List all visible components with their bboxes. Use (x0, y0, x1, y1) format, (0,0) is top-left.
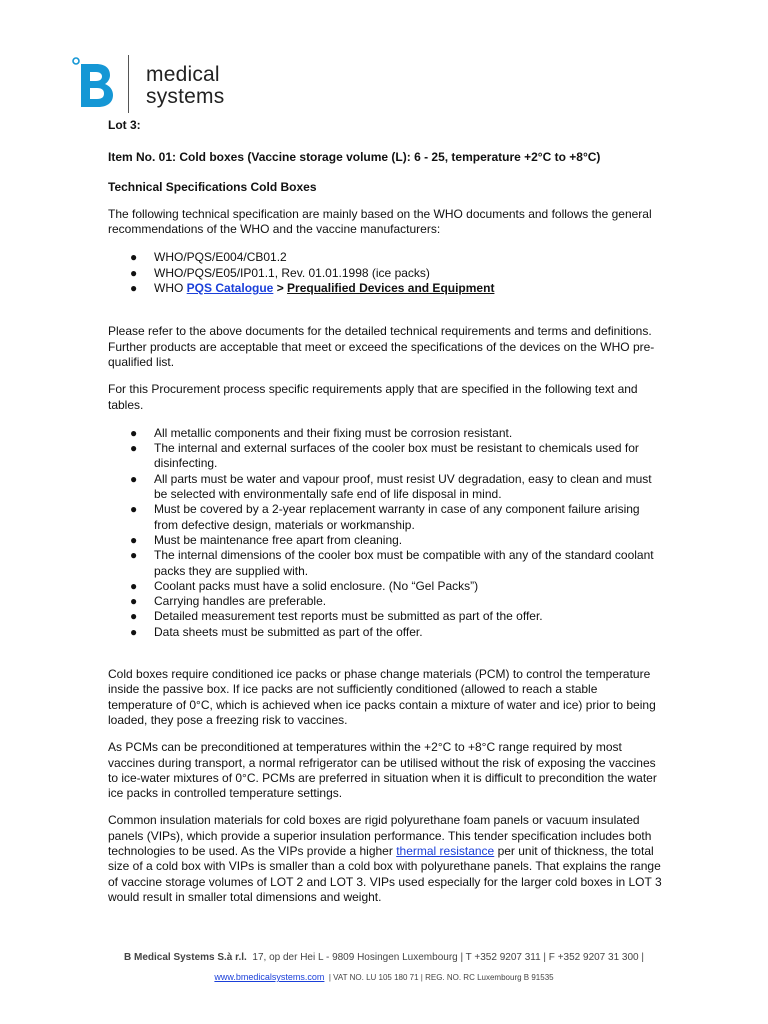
pcm-paragraph: As PCMs can be preconditioned at temperatures within the +2°C to +8°C range required by most vaccines during transport, a normal refrigerator can be utilised without the risk of exposing the vaccines to ice-water mixtures of 0°C. PCMs are preferred in situation when it is difficult to precondition the water ice packs in controlled temperature settings. (108, 740, 657, 801)
footer-company: B Medical Systems S.à r.l. (123, 952, 247, 963)
bullet-icon: ● (130, 281, 138, 296)
footer-address (0, 952, 768, 963)
logo-name-line2: systems (146, 85, 225, 108)
footer-vat: | VAT NO. LU 105 180 71 | REG. NO. RC Luxembourg B 91535 (328, 973, 554, 982)
intro-paragraph: The following technical specification are mainly based on the WHO documents and follows the general recommendations of the WHO and the vaccine manufacturers: (108, 206, 652, 237)
requirement-item (108, 579, 663, 594)
requirement-item (108, 548, 663, 579)
bullet-icon: ● (130, 441, 138, 456)
requirement-item (108, 594, 663, 609)
reference-text: WHO (154, 281, 187, 296)
cold-box-paragraph: Cold boxes require conditioned ice packs or phase change materials (PCM) to control the temperature inside the passive box. If ice packs are not sufficiently conditioned (allowed to reach a stable temperature of 0°C, which is achieved when ice packs contain a mixture of water and ice) prior to being loaded, they pose a freezing risk to vaccines. (108, 667, 656, 727)
bullet-icon: ● (130, 594, 138, 609)
insulation-text: Common insulation materials for cold boxes are rigid polyurethane foam panels or vacuum insulated panels (VIPs), which provide a superior insulation performance. This tender specification includes both technologies to be used. As the VIPs provide a higher (108, 813, 652, 858)
bullet-icon: ● (130, 578, 138, 593)
tech-spec-heading: Technical Specifications Cold Boxes (108, 179, 317, 194)
bullet-icon: ● (130, 250, 138, 265)
prequalified-devices-link[interactable]: Prequalified Devices and Equipment (287, 281, 495, 296)
footer-address-text: 17, op der Hei L - 9809 Hosingen Luxembourg | T +352 9207 311 | F +352 9207 31 300 | (252, 952, 644, 963)
requirement-text: Carrying handles are preferable. (154, 594, 327, 609)
procurement-paragraph: For this Procurement process specific requirements apply that are specified in the following text and tables. (108, 382, 638, 412)
company-logo (72, 55, 232, 115)
lot-heading: Lot 3: (108, 118, 141, 132)
requirement-item (108, 625, 663, 640)
bullet-icon: ● (130, 425, 138, 440)
requirement-item (108, 472, 663, 503)
reference-item (108, 266, 663, 281)
logo-name-line1: medical (146, 63, 220, 86)
reference-separator: > (273, 281, 288, 296)
item-heading: Item No. 01: Cold boxes (Vaccine storage volume (L): 6 - 25, temperature +2°C to +8°C) (108, 150, 601, 165)
reference-text: WHO/PQS/E004/CB01.2 (154, 250, 287, 265)
requirement-text: Coolant packs must have a solid enclosure. (No “Gel Packs”) (154, 578, 479, 593)
b-logo-icon (72, 55, 116, 109)
logo-wordmark (146, 64, 224, 108)
requirements-list (108, 426, 663, 640)
bullet-icon: ● (130, 624, 138, 639)
reference-item (108, 281, 663, 296)
thermal-resistance-link[interactable]: thermal resistance (396, 843, 495, 858)
requirement-text: Data sheets must be submitted as part of the offer. (154, 624, 423, 639)
requirement-text: The internal and external surfaces of the cooler box must be resistant to chemicals used for disinfecting. (154, 441, 639, 471)
bullet-icon: ● (130, 609, 138, 624)
reference-text: WHO/PQS/E05/IP01.1, Rev. 01.01.1998 (ice packs) (154, 265, 430, 280)
requirement-text: Must be covered by a 2-year replacement warranty in case of any component failure arising from defective design, materials or workmanship. (154, 502, 640, 532)
bullet-icon: ● (130, 548, 138, 563)
requirement-text: Must be maintenance free apart from cleaning. (154, 532, 403, 547)
requirement-text: All metallic components and their fixing must be corrosion resistant. (154, 425, 513, 440)
logo-divider (128, 55, 129, 113)
refer-paragraph: Please refer to the above documents for the detailed technical requirements and terms and definitions. Further products are acceptable that meet or exceed the specifications of the devices on the WHO pre-qualified list. (108, 324, 655, 369)
requirement-item (108, 609, 663, 624)
pqs-catalogue-link[interactable]: PQS Catalogue (186, 281, 274, 296)
requirement-item (108, 533, 663, 548)
bullet-icon: ● (130, 502, 138, 517)
reference-list (108, 250, 663, 296)
requirement-text: Detailed measurement test reports must be submitted as part of the offer. (154, 609, 543, 624)
requirement-item (108, 502, 663, 533)
insulation-text: per unit of thickness, the total size of a cold box with VIPs is smaller than a cold box with polyurethane panels. That explains the range of vaccine storage volumes of LOT 2 and LOT 3. VIPs used especially for the larger cold boxes in LOT 3 would result in smaller total dimensions and weight. (108, 843, 662, 904)
reference-item (108, 250, 663, 265)
insulation-paragraph (108, 813, 663, 905)
requirement-text: The internal dimensions of the cooler box must be compatible with any of the standard coolant packs they are supplied with. (154, 548, 654, 578)
bullet-icon: ● (130, 471, 138, 486)
requirement-item (108, 441, 663, 472)
bullet-icon: ● (130, 532, 138, 547)
document-body (108, 115, 663, 905)
requirement-item (108, 426, 663, 441)
footer-website-link[interactable]: www.bmedicalsystems.com (214, 972, 325, 982)
requirement-text: All parts must be water and vapour proof, must resist UV degradation, easy to clean and must be selected with environmentally safe end of life disposal in mind. (154, 471, 652, 502)
bullet-icon: ● (130, 265, 138, 280)
footer-registration (0, 972, 768, 982)
